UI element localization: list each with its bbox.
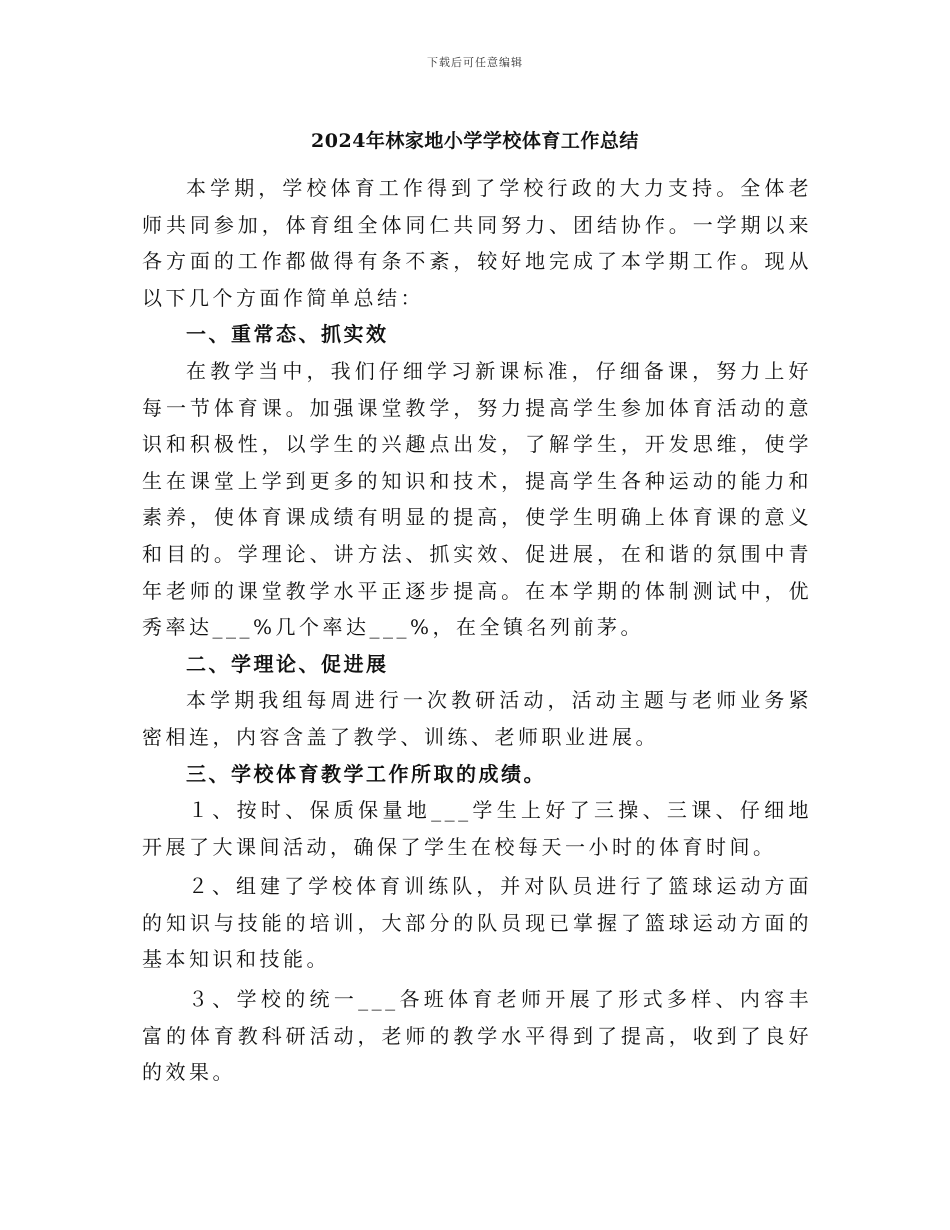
document-title: 2024年林家地小学学校体育工作总结 <box>311 130 639 152</box>
intro-paragraph: 本学期，学校体育工作得到了学校行政的大力支持。全体老师共同参加，体育组全体同仁共同努力、团结协作。一学期以来各方面的工作都做得有条不紊，较好地完成了本学期工作。现从以下几个方面作简单总结： <box>142 176 812 310</box>
section-3-heading: 三、学校体育教学工作所取的成绩。 <box>186 761 546 786</box>
section-3-item-2: ２、组建了学校体育训练队，并对队员进行了篮球运动方面的知识与技能的培训，大部分的队员现已掌握了篮球运动方面的基本知识和技能。 <box>142 874 812 972</box>
section-3-item-1: １、按时、保质保量地___学生上好了三操、三课、仔细地开展了大课间活动，确保了学生在校每天一小时的体育时间。 <box>142 798 812 859</box>
section-1-paragraph: 在教学当中，我们仔细学习新课标准，仔细备课，努力上好每一节体育课。加强课堂教学，努力提高学生参加体育活动的意识和积极性，以学生的兴趣点出发，了解学生，开发思维，使学生在课堂上学到更多的知识和技术，提高学生各种运动的能力和素养，使体育课成绩有明显的提高，使学生明确上体育课的意义和目的。学理论、讲方法、抓实效、促进展，在和谐的氛围中青年老师的课堂教学水平正逐步提高。在本学期的体制测试中，优秀率达___%几个率达___%，在全镇名列前茅。 <box>142 358 812 640</box>
page-header-note: 下载后可任意编辑 <box>427 56 523 69</box>
section-3-item-3: ３、学校的统一___各班体育老师开展了形式多样、内容丰富的体育教科研活动，老师的教学水平得到了提高，收到了良好的效果。 <box>142 987 812 1085</box>
document-body <box>142 170 812 1091</box>
section-2-heading: 二、学理论、促进展 <box>186 651 389 676</box>
section-2-paragraph: 本学期我组每周进行一次教研活动，活动主题与老师业务紧密相连，内容含盖了教学、训练、老师职业进展。 <box>142 688 812 749</box>
section-1-heading: 一、重常态、抓实效 <box>186 322 389 347</box>
